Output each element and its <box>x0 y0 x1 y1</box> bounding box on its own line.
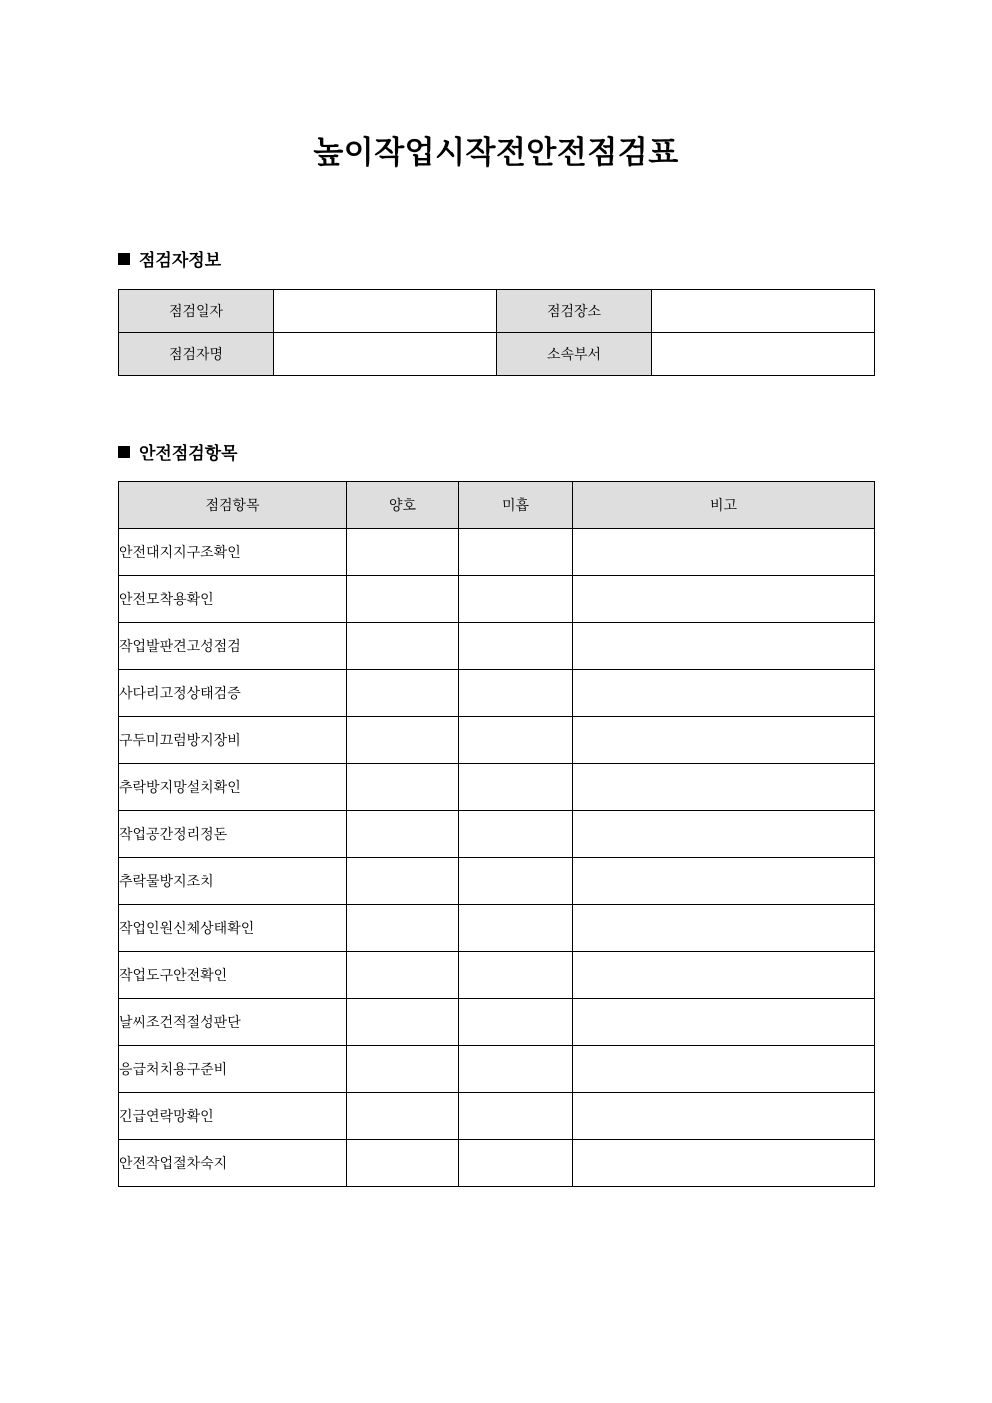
checklist-poor-checkbox-cell[interactable] <box>459 717 573 764</box>
section-heading-inspector-info-label: 점검자정보 <box>139 251 222 270</box>
checklist-poor-checkbox-cell[interactable] <box>459 529 573 576</box>
table-row <box>119 670 875 717</box>
table-row <box>119 623 875 670</box>
checklist-good-checkbox-cell[interactable] <box>347 717 459 764</box>
checklist-remark-cell[interactable] <box>573 811 875 858</box>
checklist-good-checkbox-cell[interactable] <box>347 999 459 1046</box>
table-row <box>119 333 875 376</box>
checklist-poor-checkbox-cell[interactable] <box>459 576 573 623</box>
checklist-poor-checkbox-cell[interactable] <box>459 999 573 1046</box>
table-row <box>119 1093 875 1140</box>
field-inspection-place[interactable] <box>652 290 875 333</box>
checklist-item-label: 구두미끄럼방지장비 <box>119 717 347 764</box>
checklist-item-label: 안전대지지구조확인 <box>119 529 347 576</box>
checklist-good-checkbox-cell[interactable] <box>347 670 459 717</box>
label-inspection-date: 점검일자 <box>119 290 274 333</box>
checklist-remark-cell[interactable] <box>573 952 875 999</box>
checklist-item-label: 날씨조건적절성판단 <box>119 999 347 1046</box>
inspector-info-table <box>118 289 875 376</box>
table-row <box>119 576 875 623</box>
checklist-poor-checkbox-cell[interactable] <box>459 811 573 858</box>
checklist-item-label: 작업공간정리정돈 <box>119 811 347 858</box>
table-row <box>119 1046 875 1093</box>
checklist-item-label: 추락물방지조치 <box>119 858 347 905</box>
table-row <box>119 952 875 999</box>
checklist-poor-checkbox-cell[interactable] <box>459 623 573 670</box>
checklist-remark-cell[interactable] <box>573 623 875 670</box>
table-row <box>119 999 875 1046</box>
field-inspector-name[interactable] <box>274 333 497 376</box>
checklist-good-checkbox-cell[interactable] <box>347 1046 459 1093</box>
checklist-item-label: 안전모착용확인 <box>119 576 347 623</box>
checklist-poor-checkbox-cell[interactable] <box>459 1140 573 1187</box>
label-department: 소속부서 <box>497 333 652 376</box>
column-header-poor: 미흡 <box>459 482 573 529</box>
checklist-poor-checkbox-cell[interactable] <box>459 764 573 811</box>
checklist-remark-cell[interactable] <box>573 999 875 1046</box>
section-heading-inspector-info <box>118 250 221 272</box>
square-bullet-icon <box>118 446 130 458</box>
table-row <box>119 811 875 858</box>
checklist-good-checkbox-cell[interactable] <box>347 1093 459 1140</box>
checklist-remark-cell[interactable] <box>573 905 875 952</box>
column-header-remark: 비고 <box>573 482 875 529</box>
table-header-row <box>119 482 875 529</box>
section-heading-checklist-label: 안전점검항목 <box>139 444 238 463</box>
checklist-remark-cell[interactable] <box>573 529 875 576</box>
checklist-good-checkbox-cell[interactable] <box>347 952 459 999</box>
checklist-remark-cell[interactable] <box>573 1140 875 1187</box>
safety-checklist-table <box>118 481 875 1187</box>
checklist-remark-cell[interactable] <box>573 670 875 717</box>
checklist-item-label: 추락방지망설치확인 <box>119 764 347 811</box>
checklist-good-checkbox-cell[interactable] <box>347 623 459 670</box>
checklist-item-label: 긴급연락망확인 <box>119 1093 347 1140</box>
section-heading-checklist <box>118 443 238 465</box>
table-row <box>119 1140 875 1187</box>
checklist-good-checkbox-cell[interactable] <box>347 529 459 576</box>
checklist-good-checkbox-cell[interactable] <box>347 1140 459 1187</box>
square-bullet-icon <box>118 253 130 265</box>
checklist-poor-checkbox-cell[interactable] <box>459 952 573 999</box>
checklist-item-label: 사다리고정상태검증 <box>119 670 347 717</box>
label-inspection-place: 점검장소 <box>497 290 652 333</box>
table-row <box>119 717 875 764</box>
checklist-poor-checkbox-cell[interactable] <box>459 858 573 905</box>
table-row <box>119 764 875 811</box>
checklist-item-label: 작업발판견고성점검 <box>119 623 347 670</box>
table-row <box>119 905 875 952</box>
checklist-remark-cell[interactable] <box>573 576 875 623</box>
checklist-poor-checkbox-cell[interactable] <box>459 905 573 952</box>
checklist-item-label: 작업인원신체상태확인 <box>119 905 347 952</box>
checklist-good-checkbox-cell[interactable] <box>347 764 459 811</box>
checklist-remark-cell[interactable] <box>573 858 875 905</box>
checklist-remark-cell[interactable] <box>573 1046 875 1093</box>
field-inspection-date[interactable] <box>274 290 497 333</box>
field-department[interactable] <box>652 333 875 376</box>
checklist-remark-cell[interactable] <box>573 717 875 764</box>
checklist-item-label: 작업도구안전확인 <box>119 952 347 999</box>
checklist-good-checkbox-cell[interactable] <box>347 576 459 623</box>
checklist-item-label: 안전작업절차숙지 <box>119 1140 347 1187</box>
checklist-good-checkbox-cell[interactable] <box>347 811 459 858</box>
checklist-good-checkbox-cell[interactable] <box>347 858 459 905</box>
column-header-item: 점검항목 <box>119 482 347 529</box>
label-inspector-name: 점검자명 <box>119 333 274 376</box>
checklist-poor-checkbox-cell[interactable] <box>459 670 573 717</box>
table-row <box>119 858 875 905</box>
checklist-good-checkbox-cell[interactable] <box>347 905 459 952</box>
checklist-poor-checkbox-cell[interactable] <box>459 1093 573 1140</box>
checklist-poor-checkbox-cell[interactable] <box>459 1046 573 1093</box>
table-row <box>119 529 875 576</box>
page-title: 높이작업시작전안전점검표 <box>313 135 679 170</box>
checklist-remark-cell[interactable] <box>573 764 875 811</box>
table-row <box>119 290 875 333</box>
checklist-item-label: 응급처치용구준비 <box>119 1046 347 1093</box>
column-header-good: 양호 <box>347 482 459 529</box>
checklist-remark-cell[interactable] <box>573 1093 875 1140</box>
